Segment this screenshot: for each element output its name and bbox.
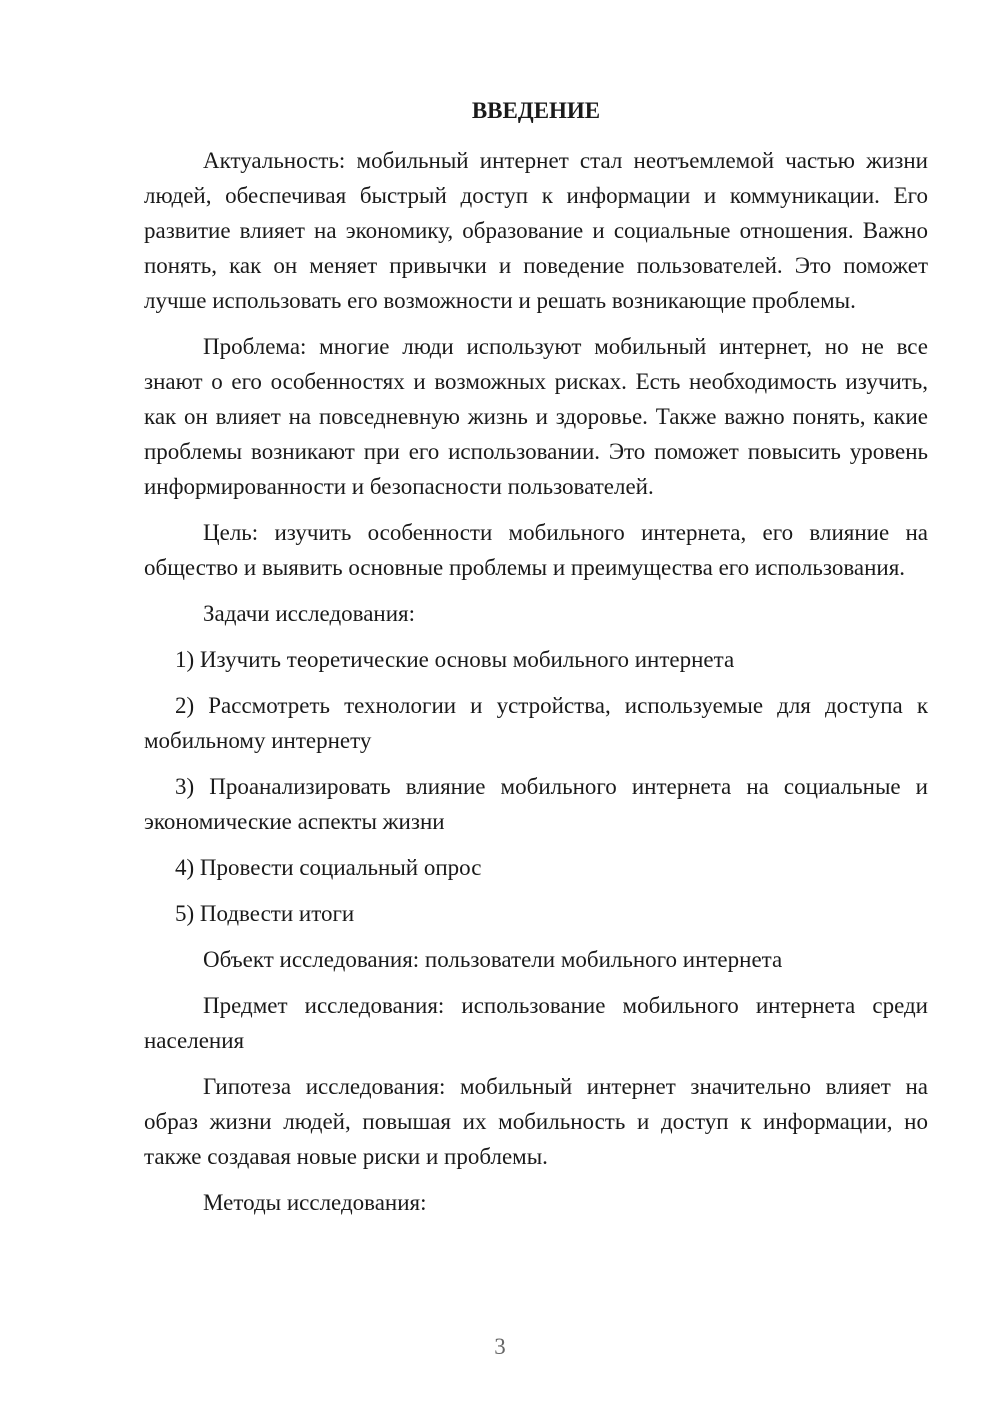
list-item: 1) Изучить теоретические основы мобильного интернета (175, 647, 735, 672)
tasks-list (144, 642, 928, 931)
paragraph-tasks-title: Задачи исследования: (203, 601, 416, 626)
paragraph-problem: Проблема: многие люди используют мобильный интернет, но не все знают о его особенностях и возможных рисках. Есть необходимость изучить, как он влияет на повседневную жизнь и здоровье. Также важно понять, какие проблемы возникают при его использовании. Это поможет повысить уровень информированности и безопасности пользователей. (144, 334, 928, 499)
page-body (144, 93, 928, 1220)
paragraph-goal: Цель: изучить особенности мобильного интернета, его влияние на общество и выявить основные проблемы и преимущества его использования. (144, 520, 928, 580)
list-item: 4) Провести социальный опрос (175, 855, 482, 880)
list-item: 5) Подвести итоги (175, 901, 355, 926)
page-number: 3 (494, 1334, 506, 1359)
list-item: 2) Рассмотреть технологии и устройства, используемые для доступа к мобильному интернету (144, 693, 928, 753)
paragraph-methods-title: Методы исследования: (203, 1190, 427, 1215)
paragraph-relevance: Актуальность: мобильный интернет стал неотъемлемой частью жизни людей, обеспечивая быстрый доступ к информации и коммуникации. Его развитие влияет на экономику, образование и социальные отношения. Важно понять, как он меняет привычки и поведение пользователей. Это поможет лучше использовать его возможности и решать возникающие проблемы. (144, 148, 928, 313)
paragraph-object: Объект исследования: пользователи мобильного интернета (203, 947, 783, 972)
page-title: ВВЕДЕНИЕ (471, 98, 601, 123)
paragraph-subject: Предмет исследования: использование мобильного интернета среди населения (144, 993, 928, 1053)
list-item: 3) Проанализировать влияние мобильного интернета на социальные и экономические аспекты жизни (144, 774, 928, 834)
paragraph-hypothesis: Гипотеза исследования: мобильный интернет значительно влияет на образ жизни людей, повышая их мобильность и доступ к информации, но также создавая новые риски и проблемы. (144, 1074, 928, 1169)
